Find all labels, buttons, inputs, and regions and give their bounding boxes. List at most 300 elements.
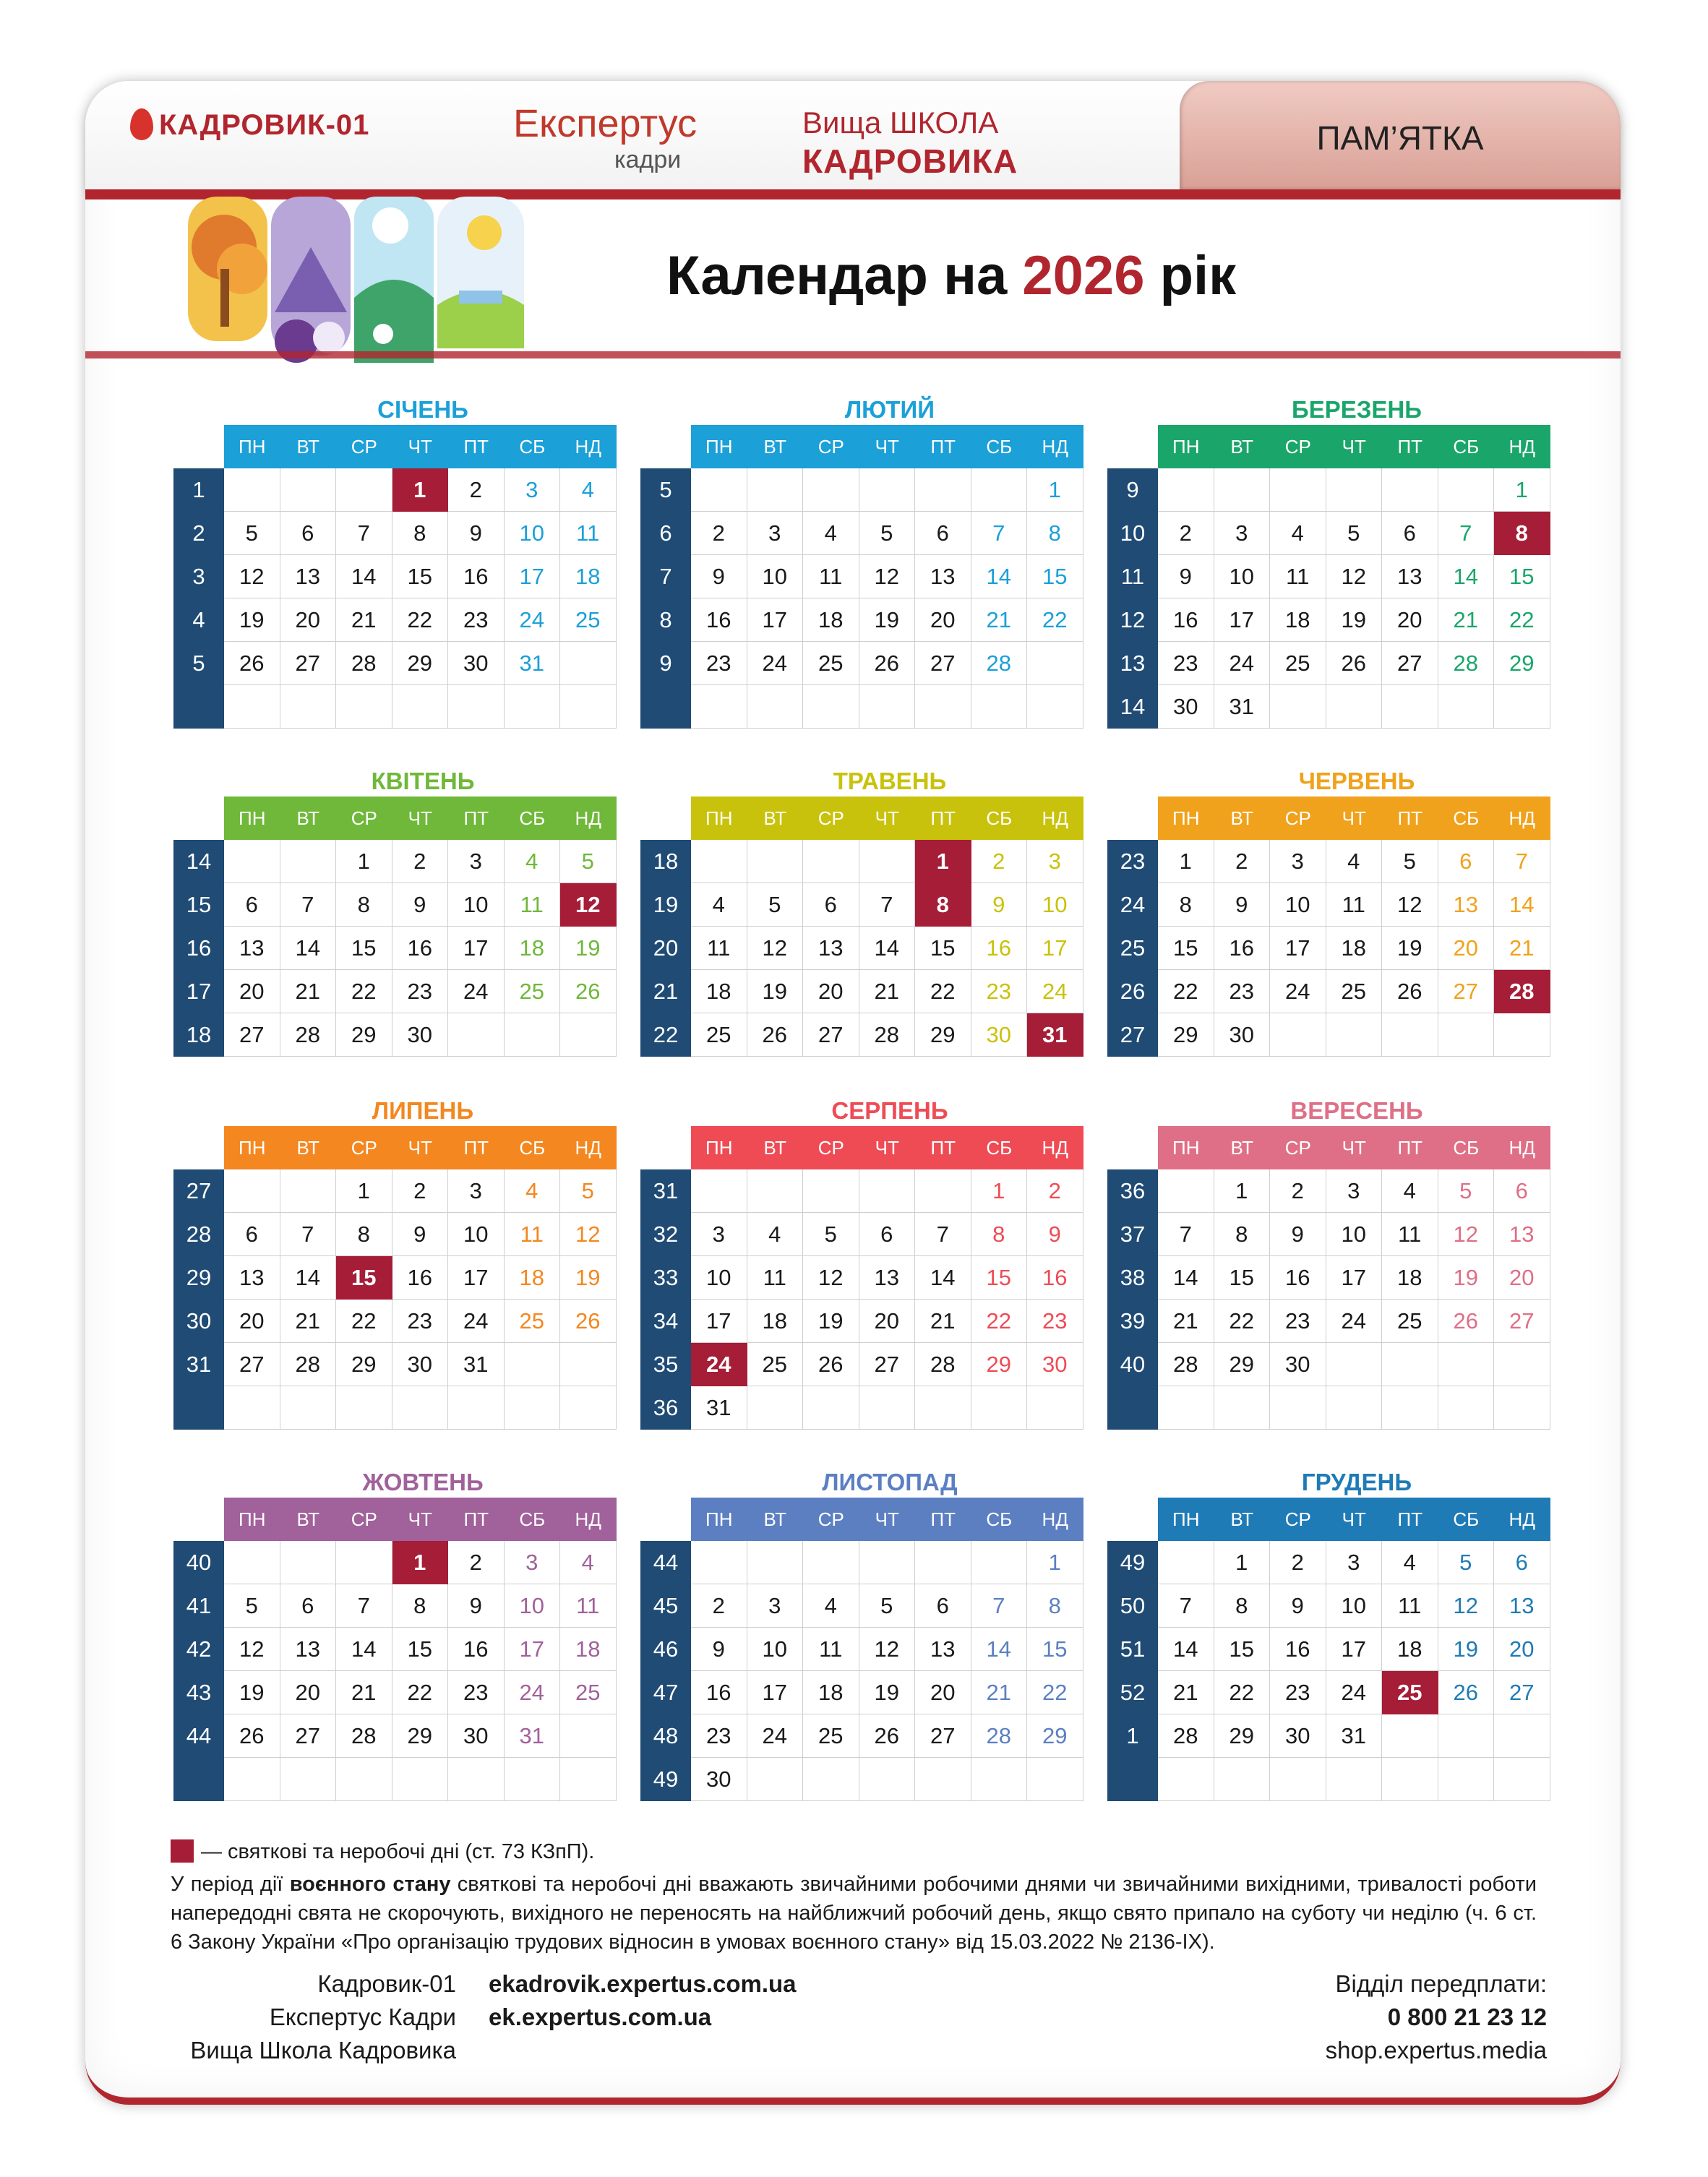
day-cell: 20	[224, 970, 280, 1013]
weekday-header: СР	[336, 1498, 394, 1541]
weekday-header: ВТ	[280, 425, 338, 468]
day-cell: 27	[280, 1714, 337, 1758]
weekday-header: ЧТ	[1326, 425, 1384, 468]
week-number	[173, 1386, 224, 1431]
day-cell: 17	[505, 1628, 561, 1671]
weekday-header: СБ	[505, 1498, 562, 1541]
week-number: 51	[1107, 1628, 1158, 1673]
day-cell: 28	[280, 1013, 337, 1057]
day-cell: 28	[1158, 1343, 1214, 1386]
day-cell: 25	[560, 598, 617, 642]
empty-cell	[560, 1714, 617, 1758]
week-number: 34	[640, 1300, 691, 1344]
holiday-cell: 31	[1027, 1013, 1083, 1057]
day-cell: 26	[224, 642, 280, 685]
day-cell: 7	[1158, 1213, 1214, 1256]
day-cell: 21	[1438, 598, 1495, 642]
empty-cell	[1382, 1386, 1438, 1430]
shop-link[interactable]: shop.expertus.media	[1325, 2037, 1547, 2064]
day-cell: 26	[747, 1013, 804, 1057]
day-cell: 3	[1326, 1169, 1383, 1213]
empty-cell	[1382, 1013, 1438, 1057]
day-cell: 16	[691, 1671, 747, 1714]
day-cell: 22	[1214, 1300, 1271, 1343]
day-cell: 2	[448, 1541, 505, 1584]
day-cell: 21	[1494, 927, 1550, 970]
day-cell: 28	[1438, 642, 1495, 685]
day-cell: 10	[505, 512, 561, 555]
day-cell: 31	[1214, 685, 1271, 729]
week-number: 6	[640, 512, 691, 557]
day-cell: 9	[1214, 883, 1271, 927]
day-cell: 16	[971, 927, 1028, 970]
day-cell: 23	[691, 1714, 747, 1758]
day-cell: 31	[505, 642, 561, 685]
empty-cell	[1326, 1758, 1383, 1801]
day-cell: 10	[1214, 555, 1271, 598]
empty-cell	[1438, 1758, 1495, 1801]
day-cell: 17	[1270, 927, 1326, 970]
empty-cell	[1494, 1386, 1550, 1430]
day-cell: 9	[1158, 555, 1214, 598]
day-cell: 17	[448, 927, 505, 970]
day-cell: 19	[1382, 927, 1438, 970]
day-cell: 6	[1494, 1541, 1550, 1584]
month-name: ГРУДЕНЬ	[1301, 1469, 1412, 1495]
weekday-header: СБ	[505, 425, 562, 468]
week-number: 44	[640, 1541, 691, 1586]
day-cell: 13	[224, 1256, 280, 1300]
day-cell: 24	[1326, 1300, 1383, 1343]
day-cell: 8	[1027, 512, 1083, 555]
day-cell: 12	[560, 1213, 617, 1256]
day-cell: 28	[859, 1013, 916, 1057]
memo-label: ПАМ’ЯТКА	[1316, 119, 1484, 157]
week-number: 2	[173, 512, 224, 557]
weekday-header: НД	[560, 1498, 618, 1541]
day-cell: 7	[1438, 512, 1495, 555]
day-cell: 5	[1438, 1541, 1495, 1584]
empty-cell	[336, 1758, 392, 1801]
day-cell: 19	[224, 1671, 280, 1714]
month-block	[640, 396, 1089, 729]
day-cell: 30	[1027, 1343, 1083, 1386]
day-cell: 21	[971, 1671, 1028, 1714]
empty-cell	[280, 685, 337, 729]
empty-cell	[1494, 1758, 1550, 1801]
day-cell: 30	[448, 642, 505, 685]
weekday-header: СР	[803, 1126, 861, 1169]
day-cell: 3	[505, 1541, 561, 1584]
empty-cell	[336, 1541, 392, 1584]
empty-cell	[859, 1169, 916, 1213]
day-cell: 27	[280, 642, 337, 685]
empty-cell	[859, 1541, 916, 1584]
day-cell: 19	[859, 598, 916, 642]
day-cell: 4	[1382, 1541, 1438, 1584]
day-cell: 28	[336, 1714, 392, 1758]
day-cell: 18	[560, 1628, 617, 1671]
empty-cell	[915, 1386, 971, 1430]
empty-cell	[1270, 1386, 1326, 1430]
empty-cell	[1438, 1343, 1495, 1386]
day-cell: 3	[747, 512, 804, 555]
empty-cell	[1438, 685, 1495, 729]
weekday-header: СР	[1270, 1498, 1328, 1541]
day-cell: 6	[1382, 512, 1438, 555]
holiday-cell: 24	[691, 1343, 747, 1386]
week-number: 40	[1107, 1343, 1158, 1388]
day-cell: 13	[1494, 1213, 1550, 1256]
weekday-header: ПН	[1158, 1498, 1216, 1541]
week-number: 4	[173, 598, 224, 643]
day-cell: 4	[1382, 1169, 1438, 1213]
day-cell: 2	[691, 1584, 747, 1628]
weekday-header: ВТ	[1214, 1126, 1272, 1169]
day-cell: 15	[392, 1628, 449, 1671]
day-cell: 6	[1494, 1169, 1550, 1213]
empty-cell	[1158, 1758, 1214, 1801]
day-cell: 20	[915, 1671, 971, 1714]
day-cell: 11	[560, 1584, 617, 1628]
holiday-cell: 1	[392, 1541, 449, 1584]
day-cell: 4	[803, 512, 859, 555]
day-cell: 9	[448, 512, 505, 555]
flame-icon	[130, 108, 153, 140]
week-number: 44	[173, 1714, 224, 1759]
month-block	[173, 1097, 622, 1430]
empty-cell	[224, 1758, 280, 1801]
day-cell: 29	[336, 1013, 392, 1057]
week-number: 29	[173, 1256, 224, 1301]
weekday-header: ЧТ	[392, 425, 450, 468]
day-cell: 11	[803, 555, 859, 598]
day-cell: 30	[1214, 1013, 1271, 1057]
week-number: 14	[173, 840, 224, 885]
week-number: 25	[1107, 927, 1158, 971]
day-cell: 22	[915, 970, 971, 1013]
day-cell: 13	[1382, 555, 1438, 598]
empty-cell	[803, 468, 859, 512]
day-cell: 31	[1326, 1714, 1383, 1758]
title-suffix: рік	[1159, 245, 1237, 306]
day-cell: 3	[448, 1169, 505, 1213]
month-block	[173, 396, 622, 729]
weekday-header: ВТ	[747, 1498, 805, 1541]
day-cell: 18	[1382, 1628, 1438, 1671]
week-number: 39	[1107, 1300, 1158, 1344]
empty-cell	[224, 1169, 280, 1213]
empty-cell	[803, 1169, 859, 1213]
day-cell: 19	[747, 970, 804, 1013]
holiday-cell: 1	[392, 468, 449, 512]
empty-cell	[1027, 1386, 1083, 1430]
day-cell: 9	[691, 555, 747, 598]
day-cell: 16	[1270, 1628, 1326, 1671]
day-cell: 1	[336, 1169, 392, 1213]
day-cell: 21	[1158, 1671, 1214, 1714]
day-cell: 15	[1214, 1628, 1271, 1671]
legend	[171, 1839, 594, 1864]
day-cell: 27	[859, 1343, 916, 1386]
day-cell: 10	[1326, 1213, 1383, 1256]
day-cell: 6	[915, 1584, 971, 1628]
day-cell: 13	[1438, 883, 1495, 927]
weekday-header: СР	[803, 425, 861, 468]
weekday-header: СР	[803, 796, 861, 840]
week-number: 22	[640, 1013, 691, 1058]
day-cell: 22	[336, 970, 392, 1013]
day-cell: 5	[560, 1169, 617, 1213]
day-cell: 15	[336, 927, 392, 970]
day-cell: 8	[336, 883, 392, 927]
empty-cell	[448, 1386, 505, 1430]
day-cell: 30	[1158, 685, 1214, 729]
empty-cell	[1382, 1714, 1438, 1758]
day-cell: 13	[915, 1628, 971, 1671]
empty-cell	[448, 685, 505, 729]
week-number: 5	[173, 642, 224, 687]
week-number: 36	[640, 1386, 691, 1431]
week-number: 26	[1107, 970, 1158, 1015]
empty-cell	[859, 468, 916, 512]
expertus-logo-top[interactable]: Експертус	[513, 102, 698, 145]
weekday-header: ВТ	[280, 796, 338, 840]
day-cell: 8	[1214, 1584, 1271, 1628]
week-number: 40	[173, 1541, 224, 1586]
day-cell: 20	[915, 598, 971, 642]
empty-cell	[1027, 685, 1083, 729]
memo-tab	[1180, 81, 1621, 189]
month-name: КВІТЕНЬ	[371, 768, 475, 794]
day-cell: 6	[859, 1213, 916, 1256]
day-cell: 17	[1326, 1256, 1383, 1300]
day-cell: 11	[1326, 883, 1383, 927]
empty-cell	[747, 840, 804, 883]
weekday-header: НД	[560, 425, 618, 468]
empty-cell	[280, 1386, 337, 1430]
weekday-header: СР	[1270, 425, 1328, 468]
weekday-header: ЧТ	[392, 796, 450, 840]
day-cell: 14	[1438, 555, 1495, 598]
day-cell: 23	[1027, 1300, 1083, 1343]
empty-cell	[1270, 468, 1326, 512]
day-cell: 19	[560, 1256, 617, 1300]
month-block	[640, 768, 1089, 1057]
footer-brands	[171, 1967, 456, 2067]
weekday-header: ПТ	[915, 1126, 973, 1169]
day-cell: 19	[1438, 1628, 1495, 1671]
day-cell: 18	[1270, 598, 1326, 642]
page-card	[85, 81, 1621, 2105]
weekday-header: ВТ	[280, 1126, 338, 1169]
school-logo-bottom: КАДРОВИКА	[802, 142, 1018, 180]
day-cell: 22	[1027, 1671, 1083, 1714]
empty-cell	[747, 1169, 804, 1213]
weekday-header: ЧТ	[392, 1498, 450, 1541]
day-cell: 16	[1027, 1256, 1083, 1300]
empty-cell	[1494, 1013, 1550, 1057]
day-cell: 11	[505, 883, 561, 927]
day-cell: 20	[1382, 598, 1438, 642]
week-number: 27	[1107, 1013, 1158, 1058]
day-cell: 3	[1214, 512, 1271, 555]
day-cell: 24	[1027, 970, 1083, 1013]
day-cell: 7	[971, 512, 1028, 555]
week-number: 16	[173, 927, 224, 971]
day-cell: 13	[859, 1256, 916, 1300]
day-cell: 20	[280, 1671, 337, 1714]
day-cell: 11	[1382, 1584, 1438, 1628]
empty-cell	[560, 1758, 617, 1801]
day-cell: 21	[859, 970, 916, 1013]
day-cell: 25	[505, 1300, 561, 1343]
week-number: 49	[1107, 1541, 1158, 1586]
day-cell: 1	[1214, 1169, 1271, 1213]
day-cell: 13	[280, 1628, 337, 1671]
empty-cell	[1326, 1386, 1383, 1430]
day-cell: 9	[392, 883, 449, 927]
day-cell: 22	[1158, 970, 1214, 1013]
week-number: 1	[173, 468, 224, 513]
day-cell: 14	[859, 927, 916, 970]
day-cell: 25	[803, 1714, 859, 1758]
empty-cell	[1326, 1013, 1383, 1057]
day-cell: 23	[971, 970, 1028, 1013]
empty-cell	[224, 1386, 280, 1430]
day-cell: 13	[224, 927, 280, 970]
weekday-header: ЧТ	[859, 796, 917, 840]
day-cell: 21	[915, 1300, 971, 1343]
day-cell: 23	[1270, 1300, 1326, 1343]
week-number: 1	[1107, 1714, 1158, 1759]
empty-cell	[224, 468, 280, 512]
empty-cell	[1214, 1758, 1271, 1801]
day-cell: 15	[1214, 1256, 1271, 1300]
weekday-header: ПН	[1158, 796, 1216, 840]
week-number	[173, 1758, 224, 1803]
martial-law-note	[171, 1870, 1537, 1957]
kadrovyk-logo[interactable]	[130, 108, 369, 142]
weekday-header: СБ	[1438, 1498, 1496, 1541]
day-cell: 12	[224, 555, 280, 598]
footer-link[interactable]: ekadrovik.expertus.com.ua	[489, 1970, 797, 1997]
day-cell: 14	[971, 555, 1028, 598]
day-cell: 13	[280, 555, 337, 598]
holiday-cell: 28	[1494, 970, 1550, 1013]
day-cell: 2	[691, 512, 747, 555]
week-number: 27	[173, 1169, 224, 1214]
school-logo-top[interactable]: Вища ШКОЛА	[802, 106, 999, 139]
week-number: 45	[640, 1584, 691, 1629]
day-cell: 10	[691, 1256, 747, 1300]
day-cell: 30	[971, 1013, 1028, 1057]
day-cell: 28	[915, 1343, 971, 1386]
day-cell: 5	[859, 512, 916, 555]
day-cell: 26	[859, 642, 916, 685]
day-cell: 22	[1027, 598, 1083, 642]
day-cell: 5	[747, 883, 804, 927]
weekday-header: СБ	[971, 796, 1029, 840]
empty-cell	[280, 1541, 337, 1584]
footer-brand: Кадровик-01	[317, 1970, 456, 1997]
week-number: 41	[173, 1584, 224, 1629]
weekday-header: ПН	[691, 796, 749, 840]
day-cell: 24	[1270, 970, 1326, 1013]
day-cell: 1	[1027, 1541, 1083, 1584]
month-name: ЛИСТОПАД	[822, 1469, 958, 1495]
empty-cell	[280, 1169, 337, 1213]
footer-link[interactable]: ek.expertus.com.ua	[489, 2004, 712, 2030]
week-number: 15	[173, 883, 224, 928]
seasons-illustration	[173, 182, 535, 370]
week-number: 21	[640, 970, 691, 1015]
day-cell: 20	[1438, 927, 1495, 970]
day-cell: 3	[747, 1584, 804, 1628]
week-number	[1107, 1758, 1158, 1803]
day-cell: 15	[1027, 555, 1083, 598]
weekday-header: ПН	[224, 1126, 282, 1169]
day-cell: 24	[747, 642, 804, 685]
day-cell: 7	[1494, 840, 1550, 883]
empty-cell	[971, 1541, 1028, 1584]
day-cell: 25	[1382, 1300, 1438, 1343]
weekday-header: ПН	[691, 1498, 749, 1541]
day-cell: 23	[448, 598, 505, 642]
week-number: 20	[640, 927, 691, 971]
day-cell: 19	[1438, 1256, 1495, 1300]
day-cell: 27	[803, 1013, 859, 1057]
day-cell: 12	[1382, 883, 1438, 927]
day-cell: 10	[747, 1628, 804, 1671]
day-cell: 26	[1438, 1671, 1495, 1714]
weekday-header: НД	[1027, 1498, 1085, 1541]
day-cell: 2	[1270, 1169, 1326, 1213]
empty-cell	[224, 685, 280, 729]
day-cell: 28	[280, 1343, 337, 1386]
empty-cell	[803, 1541, 859, 1584]
day-cell: 7	[859, 883, 916, 927]
empty-cell	[392, 1758, 449, 1801]
day-cell: 27	[224, 1013, 280, 1057]
weekday-header: ВТ	[1214, 425, 1272, 468]
week-number: 8	[640, 598, 691, 643]
weekday-header: СБ	[505, 796, 562, 840]
empty-cell	[691, 1541, 747, 1584]
day-cell: 4	[1326, 840, 1383, 883]
empty-cell	[971, 1758, 1028, 1801]
day-cell: 6	[224, 1213, 280, 1256]
day-cell: 10	[1326, 1584, 1383, 1628]
empty-cell	[747, 685, 804, 729]
day-cell: 23	[1158, 642, 1214, 685]
day-cell: 5	[1438, 1169, 1495, 1213]
day-cell: 10	[1270, 883, 1326, 927]
empty-cell	[971, 685, 1028, 729]
holiday-cell: 1	[915, 840, 971, 883]
month-block	[640, 1097, 1089, 1430]
month-block	[1107, 768, 1555, 1057]
day-cell: 13	[803, 927, 859, 970]
day-cell: 25	[803, 642, 859, 685]
day-cell: 7	[336, 512, 392, 555]
weekday-header: НД	[1494, 1498, 1552, 1541]
empty-cell	[1326, 685, 1383, 729]
day-cell: 13	[915, 555, 971, 598]
day-cell: 17	[1326, 1628, 1383, 1671]
week-number: 35	[640, 1343, 691, 1388]
subscription-phone[interactable]: 0 800 21 23 12	[1387, 2004, 1547, 2030]
